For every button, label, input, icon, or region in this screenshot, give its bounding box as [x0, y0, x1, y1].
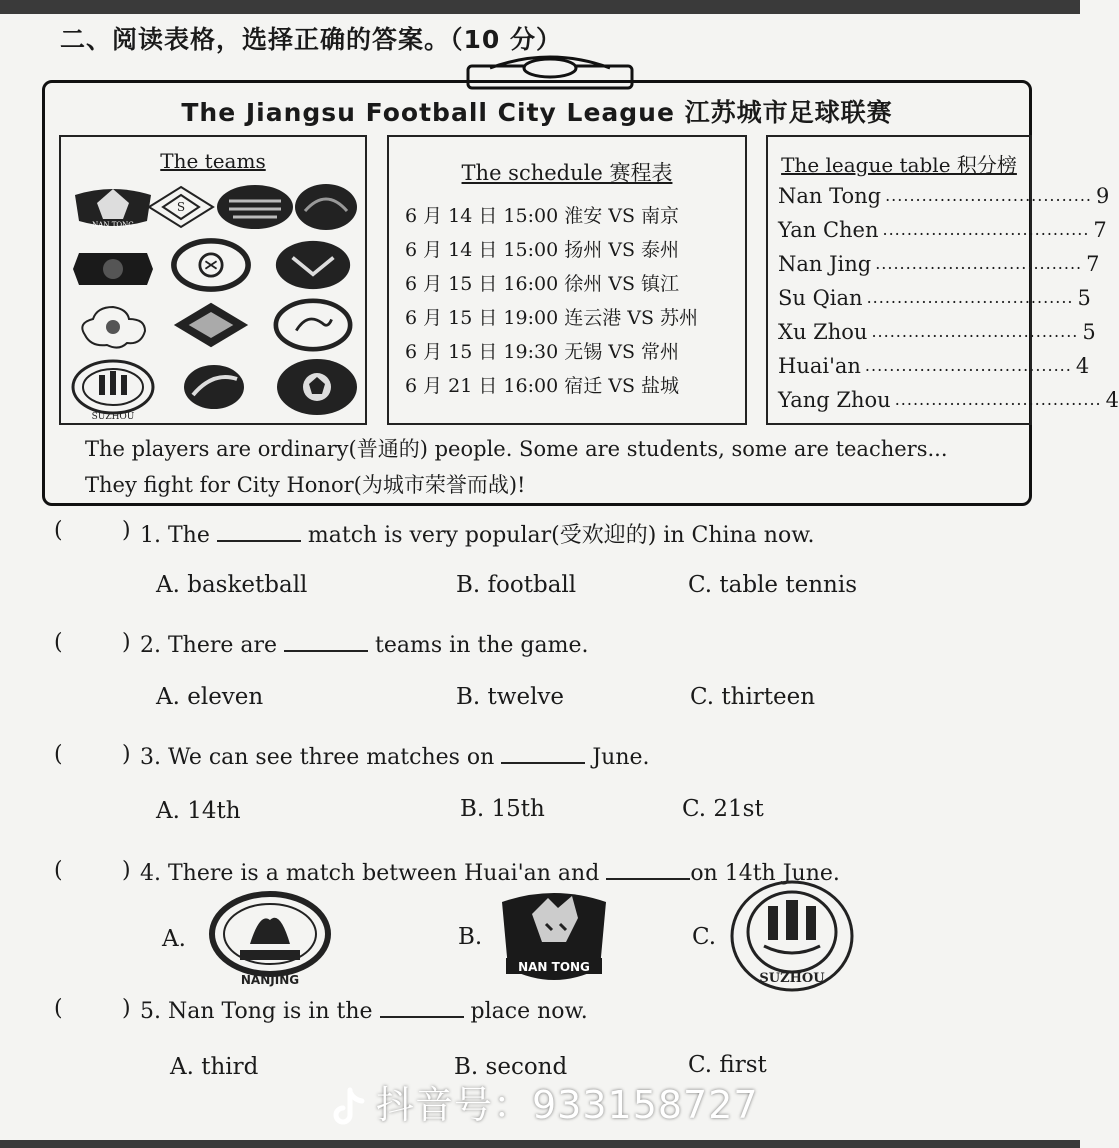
- striped-logo: [209, 181, 301, 233]
- league-table-heading: The league table 积分榜: [781, 153, 1017, 177]
- league-info-frame: [42, 80, 1119, 506]
- svg-text:S: S: [176, 200, 186, 214]
- note-line-2: They fight for City Honor(为城市荣誉而战)!: [85, 473, 526, 497]
- tiktok-icon: [330, 1088, 366, 1128]
- league-team: Xu Zhou: [778, 320, 868, 344]
- league-team: Nan Jing: [778, 252, 872, 276]
- swoosh-logo: [179, 361, 249, 413]
- black-hex-logo: [67, 243, 159, 295]
- league-team: Su Qian: [778, 286, 863, 310]
- schedule-item: 6 月 14 日 15:00 扬州 VS 泰州: [405, 239, 680, 261]
- question-number: 4.: [140, 861, 161, 886]
- league-table-box: [766, 135, 1119, 425]
- answer-blank[interactable]: [380, 996, 464, 1018]
- answer-blank[interactable]: [501, 742, 585, 764]
- answer-blank[interactable]: [217, 520, 301, 542]
- bottom-bar: [0, 1140, 1080, 1148]
- answer-blank[interactable]: [606, 858, 690, 880]
- note-line-1: The players are ordinary(普通的) people. Some are students, some are teachers...: [85, 437, 948, 461]
- league-row: Huai'an .................................. 4: [778, 349, 1024, 383]
- teams-heading: The teams: [160, 149, 266, 173]
- question-number: 5.: [140, 999, 161, 1024]
- league-team: Yang Zhou: [778, 388, 891, 412]
- question-5-option-a[interactable]: A. third: [170, 1054, 259, 1080]
- league-table-list: [778, 179, 1119, 417]
- league-points: 5: [1082, 320, 1096, 344]
- question-3-option-c[interactable]: C. 21st: [682, 796, 764, 822]
- watermark: [330, 1074, 759, 1129]
- team-logo-grid: [67, 181, 361, 421]
- question-1-option-b[interactable]: B. football: [456, 572, 577, 598]
- top-bar: [0, 0, 1080, 14]
- xuzhou-logo: [267, 239, 359, 291]
- dragon-logo: [267, 299, 359, 351]
- nanjing-logo-label: NANJING: [240, 973, 300, 987]
- league-points: 4: [1075, 354, 1090, 378]
- league-row: Xu Zhou .................................. 5: [778, 315, 1024, 349]
- league-row: Nan Jing .................................. 7: [778, 247, 1024, 281]
- nantong-logo-label: NAN TONG: [92, 221, 134, 229]
- league-team: Huai'an: [778, 354, 861, 378]
- league-row: Su Qian .................................. 5: [778, 281, 1024, 315]
- schedule-list: [405, 199, 698, 403]
- suzhou-option-logo-label: SUZHOU: [759, 971, 825, 986]
- dark-round-logo: [291, 181, 361, 233]
- question-4-option-c[interactable]: C.: [692, 924, 717, 950]
- nantong-option-logo[interactable]: [496, 884, 612, 996]
- football-logo: [271, 357, 363, 417]
- ball-ring-logo: [165, 239, 257, 291]
- nanjing-logo[interactable]: [206, 890, 334, 988]
- league-points: 5: [1077, 286, 1091, 310]
- question-5-option-b[interactable]: B. second: [454, 1054, 568, 1080]
- suzhou-option-logo[interactable]: [728, 880, 856, 996]
- nantong-option-logo-label: NAN TONG: [518, 960, 590, 974]
- question-4-option-b[interactable]: B.: [458, 924, 483, 950]
- league-row: Yan Chen .................................. 7: [778, 213, 1024, 247]
- schedule-item: 6 月 21 日 16:00 宿迁 VS 盐城: [405, 375, 680, 397]
- schedule-item: 6 月 15 日 19:30 无锡 VS 常州: [405, 341, 680, 363]
- league-points: 7: [1086, 252, 1100, 276]
- schedule-item: 6 月 15 日 16:00 徐州 VS 镇江: [405, 273, 680, 295]
- flower-logo: [67, 301, 159, 353]
- schedule-item: 6 月 14 日 15:00 淮安 VS 南京: [405, 205, 680, 227]
- shield-wing-logo: [165, 299, 257, 351]
- question-number: 1.: [140, 523, 161, 548]
- league-team: Nan Tong: [778, 184, 882, 208]
- question-3-option-b[interactable]: B. 15th: [460, 796, 545, 822]
- league-row: Yang Zhou .................................. 4: [778, 383, 1024, 417]
- question-4-option-a[interactable]: A.: [162, 926, 186, 952]
- schedule-item: 6 月 15 日 19:00 连云港 VS 苏州: [405, 307, 699, 329]
- question-2-option-a[interactable]: A. eleven: [156, 684, 264, 710]
- schedule-box: [387, 135, 747, 425]
- question-1-option-a[interactable]: A. basketball: [156, 572, 308, 598]
- suzhou-logo: [67, 357, 159, 421]
- question-5-option-c[interactable]: C. first: [688, 1052, 767, 1078]
- watermark-text: 抖音号：933158727: [376, 1083, 759, 1127]
- league-team: Yan Chen: [778, 218, 879, 242]
- league-points: 9: [1096, 184, 1110, 208]
- suzhou-logo-label: SUZHOU: [91, 412, 135, 422]
- question-3-option-a[interactable]: A. 14th: [156, 798, 241, 824]
- league-points: 7: [1093, 218, 1107, 242]
- answer-blank[interactable]: [284, 630, 368, 652]
- teams-box: [59, 135, 367, 425]
- question-1-option-c[interactable]: C. table tennis: [688, 572, 857, 598]
- question-number: 2.: [140, 633, 161, 658]
- question-2-option-b[interactable]: B. twelve: [456, 684, 565, 710]
- section-title: 二、阅读表格，选择正确的答案。（10 分）: [60, 25, 562, 54]
- schedule-heading: The schedule 赛程表: [461, 161, 673, 185]
- question-2-option-c[interactable]: C. thirteen: [690, 684, 816, 710]
- league-row: Nan Tong .................................. 9: [778, 179, 1024, 213]
- league-title: The Jiangsu Football City League 江苏城市足球联赛: [181, 98, 893, 127]
- question-number: 3.: [140, 745, 161, 770]
- league-points: 4: [1105, 388, 1119, 412]
